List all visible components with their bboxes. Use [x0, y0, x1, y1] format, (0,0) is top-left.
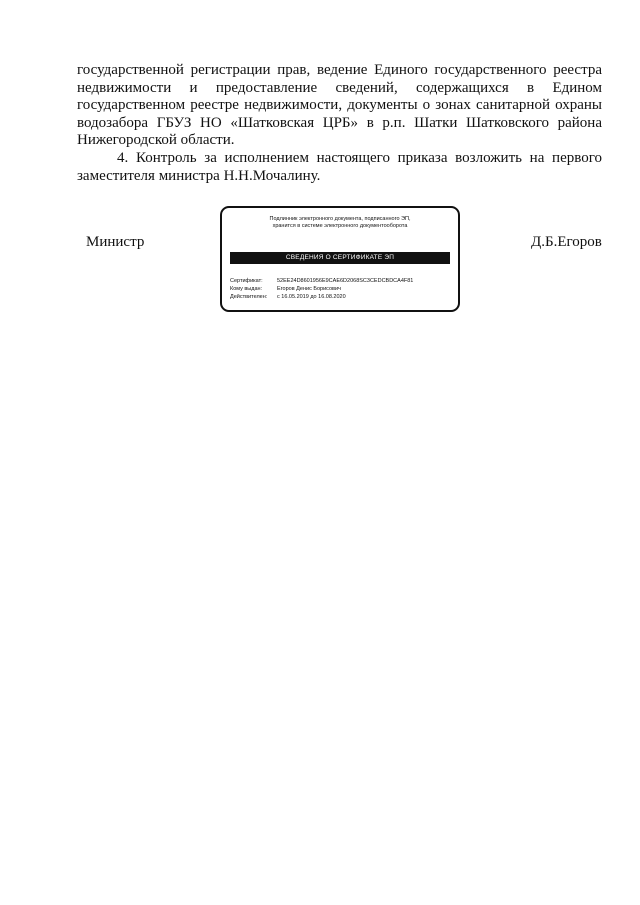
stamp-details: [230, 277, 452, 301]
valid-value: с 16.05.2019 до 16.08.2020: [277, 294, 346, 300]
stamp-note-line-1: Подлинник электронного документа, подписанного ЭП,: [269, 216, 411, 222]
paragraph-item-4: 4. Контроль за исполнением настоящего приказа возложить на первого заместителя министра Н.Н.Мочалину.: [77, 149, 602, 184]
certificate-value: 52EE24D8601956E9CAE6D2068SC3CEDCBDCA4F81: [277, 278, 414, 284]
stamp-note: [228, 216, 452, 230]
signatory-title: Министр: [86, 234, 145, 250]
stamp-certificate-row: [230, 277, 452, 285]
issued-to-label: Кому выдан:: [230, 286, 263, 292]
paragraph-continuation: государственной регистрации прав, ведение Единого государственного реестра недвижимости и предоставление сведений, содержащихся в Едином государственном реестре недвижимости, документы о зонах санитарной охраны водозабора ГБУЗ НО «Шатковская ЦРБ» в р.п. Шатки Шатковского района Нижегородской области.: [77, 62, 602, 149]
stamp-header: СВЕДЕНИЯ О СЕРТИФИКАТЕ ЭП: [230, 252, 450, 264]
stamp-issued-to-row: [230, 285, 452, 293]
certificate-label: Сертификат:: [230, 278, 263, 284]
document-body: [77, 62, 602, 185]
signatory-name: Д.Б.Егоров: [531, 234, 602, 250]
stamp-validity-row: [230, 293, 452, 301]
issued-to-value: Егоров Денис Борисович: [277, 286, 341, 292]
valid-label: Действителен:: [230, 294, 268, 300]
stamp-note-line-2: хранится в системе электронного документооборота: [272, 223, 408, 229]
electronic-signature-stamp: [220, 206, 460, 312]
